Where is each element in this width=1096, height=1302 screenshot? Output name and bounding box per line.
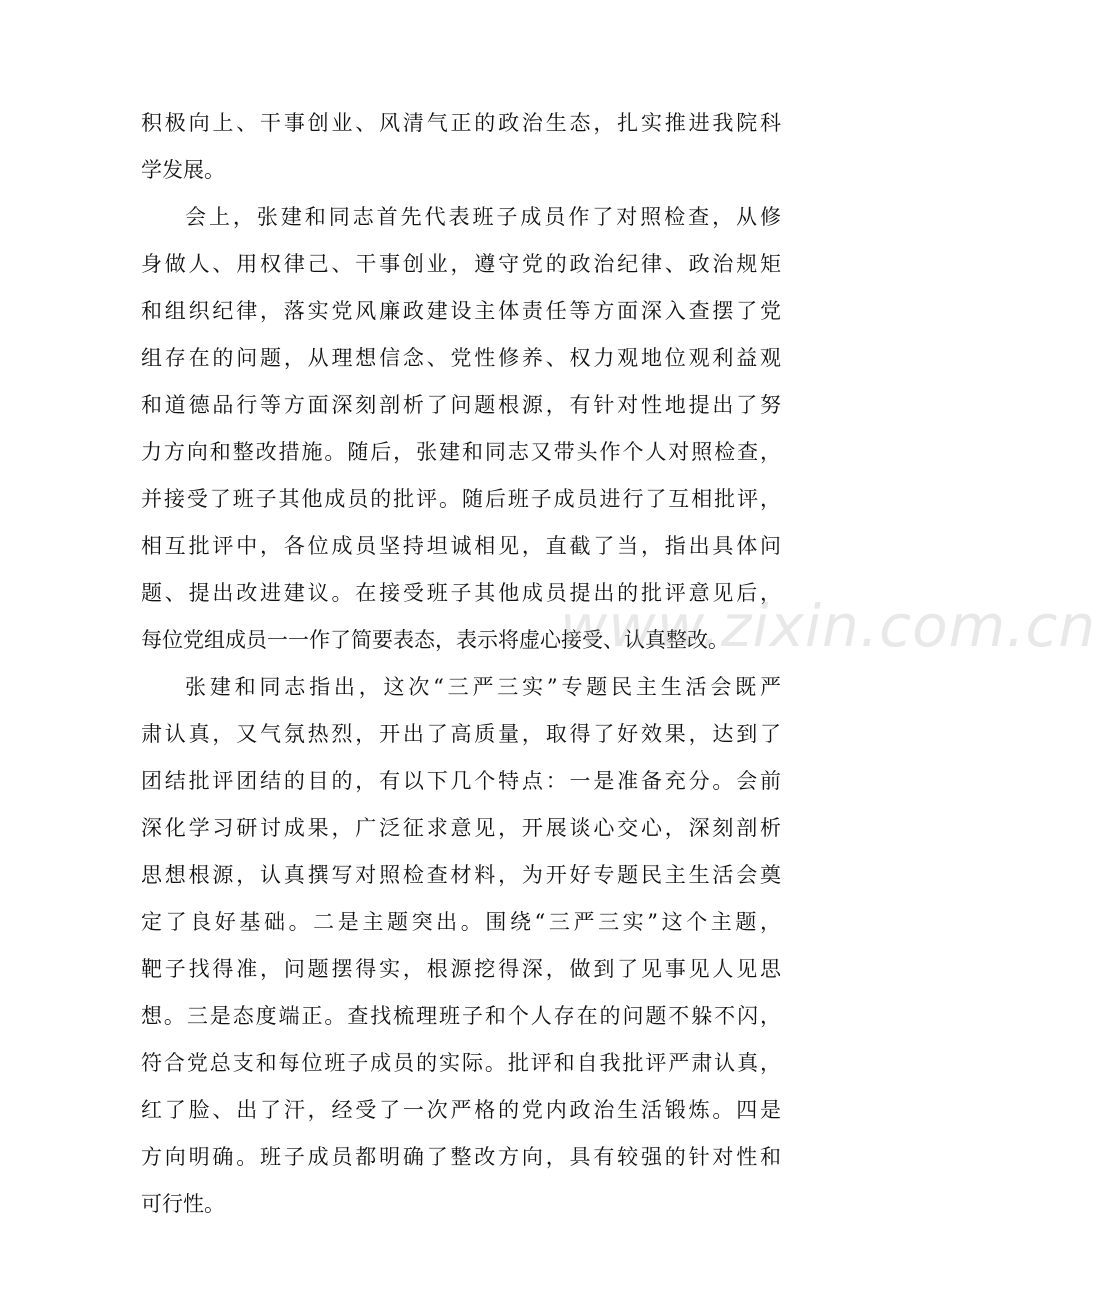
- text-line: 团结批评团结的目的，有以下几个特点：一是准备充分。会前: [141, 769, 781, 793]
- text-line: 组存在的问题，从理想信念、党性修养、权力观地位观利益观: [141, 346, 781, 370]
- document-body: [141, 100, 781, 1228]
- watermark: www.zixin.com.cn: [560, 592, 1096, 660]
- paragraph: [141, 100, 781, 194]
- text-line: 思想根源，认真撰写对照检查材料，为开好专题民主生活会奠: [141, 863, 781, 887]
- text-line: 积极向上、干事创业、风清气正的政治生态，扎实推进我院科: [141, 111, 781, 135]
- paragraph: [141, 194, 781, 664]
- text-line: 靶子找得准，问题摆得实，根源挖得深，做到了见事见人见思: [141, 957, 781, 981]
- text-line: 深化学习研讨成果，广泛征求意见，开展谈心交心，深刻剖析: [141, 816, 781, 840]
- text-line: 和道德品行等方面深刻剖析了问题根源，有针对性地提出了努: [141, 393, 781, 417]
- text-line: 红了脸、出了汗，经受了一次严格的党内政治生活锻炼。四是: [141, 1098, 781, 1122]
- text-line: 题、提出改进建议。在接受班子其他成员提出的批评意见后，: [141, 581, 781, 605]
- text-line: 身做人、用权律己、干事创业，遵守党的政治纪律、政治规矩: [141, 252, 781, 276]
- text-line: 定了良好基础。二是主题突出。围绕“三严三实”这个主题，: [141, 910, 781, 934]
- text-line: 并接受了班子其他成员的批评。随后班子成员进行了互相批评，: [141, 487, 781, 511]
- text-line: 符合党总支和每位班子成员的实际。批评和自我批评严肃认真，: [141, 1051, 781, 1075]
- text-line: 力方向和整改措施。随后，张建和同志又带头作个人对照检查，: [141, 440, 781, 464]
- text-line: 每位党组成员一一作了简要表态，表示将虚心接受、认真整改。: [141, 628, 729, 652]
- text-line: 方向明确。班子成员都明确了整改方向，具有较强的针对性和: [141, 1145, 781, 1169]
- text-line: 可行性。: [141, 1192, 225, 1216]
- text-line: 会上，张建和同志首先代表班子成员作了对照检查，从修: [185, 205, 781, 229]
- text-line: 学发展。: [141, 158, 225, 182]
- text-line: 肃认真，又气氛热烈，开出了高质量，取得了好效果，达到了: [141, 722, 781, 746]
- text-line: 相互批评中，各位成员坚持坦诚相见，直截了当，指出具体问: [141, 534, 781, 558]
- text-line: 张建和同志指出，这次“三严三实”专题民主生活会既严: [185, 675, 781, 699]
- text-line: 和组织纪律，落实党风廉政建设主体责任等方面深入查摆了党: [141, 299, 781, 323]
- paragraph: [141, 664, 781, 1228]
- text-line: 想。三是态度端正。查找梳理班子和个人存在的问题不躲不闪，: [141, 1004, 781, 1028]
